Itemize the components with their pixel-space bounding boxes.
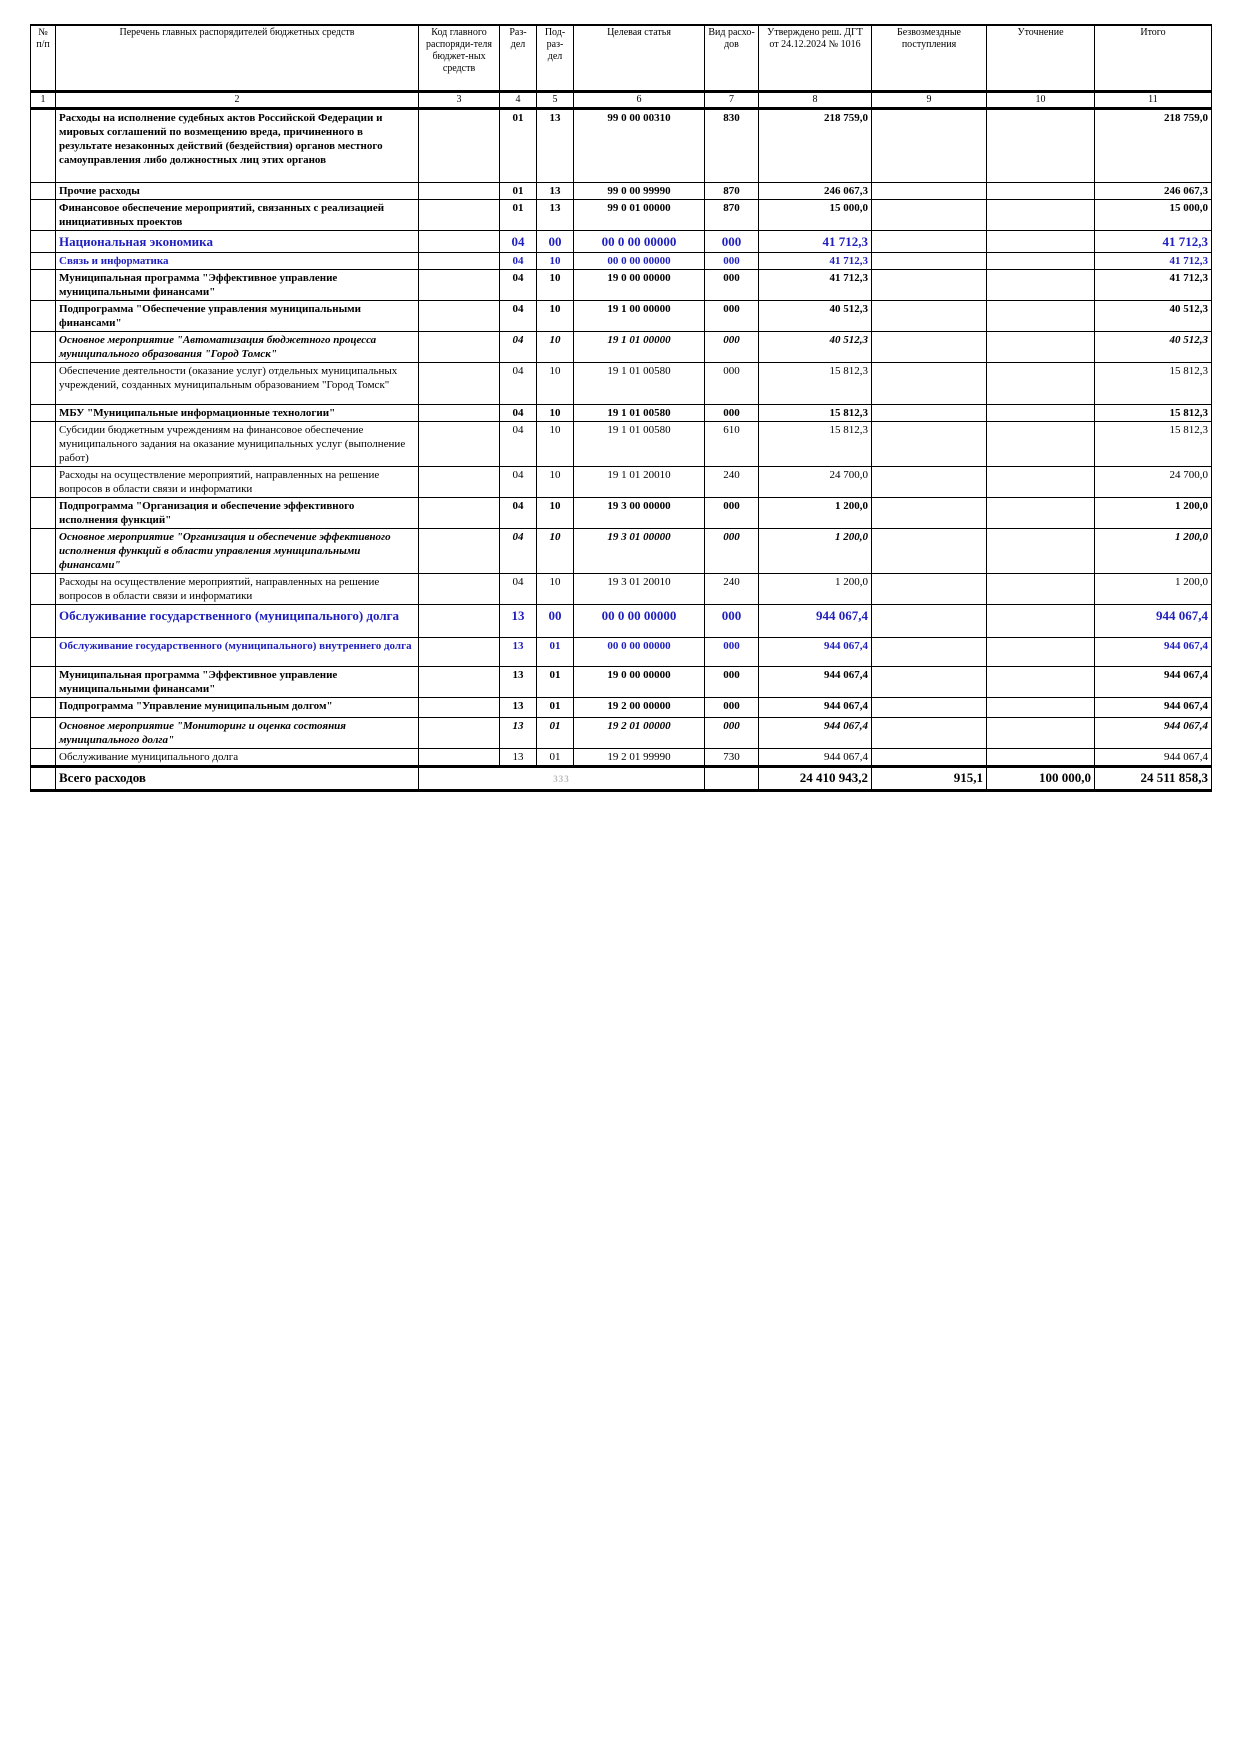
row-vid: 240 [705,574,759,605]
row-approved: 246 067,3 [759,183,872,200]
row-gratis [872,574,987,605]
row-code [419,363,500,405]
row-total: 15 812,3 [1095,422,1212,467]
row-refine [987,405,1095,422]
row-code [419,574,500,605]
row-num-cell [31,363,56,405]
total-num-cell [31,767,56,791]
row-gratis [872,405,987,422]
row-approved: 218 759,0 [759,109,872,183]
total-approved: 24 410 943,2 [759,767,872,791]
row-razdel: 13 [500,638,537,667]
col-number: 1 [31,92,56,109]
col-header-name: Перечень главных распорядителей бюджетных средств [56,25,419,92]
col-header-code: Код главного распоряди-теля бюджет-ных средств [419,25,500,92]
row-razdel: 01 [500,183,537,200]
row-gratis [872,698,987,718]
row-vid: 000 [705,405,759,422]
row-num-cell [31,422,56,467]
row-approved: 944 067,4 [759,667,872,698]
row-approved: 944 067,4 [759,698,872,718]
row-name: Основное мероприятие "Организация и обеспечение эффективного исполнения функций в области управления муниципальными финансами" [56,529,419,574]
row-razdel: 04 [500,253,537,270]
row-refine [987,270,1095,301]
row-podrazdel: 01 [537,667,574,698]
row-razdel: 04 [500,332,537,363]
row-vid: 240 [705,467,759,498]
row-stat: 00 0 00 00000 [574,605,705,638]
row-refine [987,529,1095,574]
col-number: 9 [872,92,987,109]
row-gratis [872,332,987,363]
table-row [31,363,1212,405]
col-number: 5 [537,92,574,109]
row-num-cell [31,698,56,718]
row-razdel: 01 [500,200,537,231]
row-num-cell [31,231,56,253]
row-podrazdel: 10 [537,467,574,498]
row-code [419,498,500,529]
row-name: Финансовое обеспечение мероприятий, связанных с реализацией инициативных проектов [56,200,419,231]
table-row [31,749,1212,767]
table-row [31,270,1212,301]
row-gratis [872,183,987,200]
row-podrazdel: 10 [537,529,574,574]
row-podrazdel: 10 [537,270,574,301]
row-approved: 24 700,0 [759,467,872,498]
row-code [419,718,500,749]
total-refine: 100 000,0 [987,767,1095,791]
row-stat: 19 2 00 00000 [574,698,705,718]
row-gratis [872,253,987,270]
row-num-cell [31,605,56,638]
row-code [419,270,500,301]
row-refine [987,718,1095,749]
row-code [419,698,500,718]
row-vid: 000 [705,498,759,529]
row-refine [987,467,1095,498]
table-row [31,638,1212,667]
row-stat: 19 1 01 00580 [574,405,705,422]
row-podrazdel: 13 [537,200,574,231]
row-stat: 00 0 00 00000 [574,638,705,667]
row-name: Подпрограмма "Организация и обеспечение эффективного исполнения функций" [56,498,419,529]
row-code [419,467,500,498]
col-number: 3 [419,92,500,109]
total-code-cell [419,767,705,791]
table-row [31,498,1212,529]
row-name: Обслуживание государственного (муниципального) внутреннего долга [56,638,419,667]
row-code [419,109,500,183]
col-number: 7 [705,92,759,109]
total-vid-cell [705,767,759,791]
row-num-cell [31,574,56,605]
row-name: МБУ "Муниципальные информационные технологии" [56,405,419,422]
row-name: Расходы на осуществление мероприятий, направленных на решение вопросов в области связи и информатики [56,574,419,605]
row-refine [987,200,1095,231]
row-total: 40 512,3 [1095,332,1212,363]
row-refine [987,498,1095,529]
row-refine [987,698,1095,718]
row-refine [987,638,1095,667]
row-gratis [872,718,987,749]
row-stat: 19 1 01 20010 [574,467,705,498]
row-vid: 000 [705,363,759,405]
row-gratis [872,667,987,698]
row-refine [987,301,1095,332]
budget-table [30,24,1212,792]
row-num-cell [31,718,56,749]
row-vid: 000 [705,529,759,574]
row-stat: 19 0 00 00000 [574,667,705,698]
row-approved: 15 812,3 [759,405,872,422]
row-num-cell [31,332,56,363]
col-header-gratis: Безвозмездные поступления [872,25,987,92]
row-podrazdel: 01 [537,749,574,767]
col-header-total: Итого [1095,25,1212,92]
row-name: Обслуживание государственного (муниципального) долга [56,605,419,638]
header-row [31,25,1212,92]
row-total: 246 067,3 [1095,183,1212,200]
row-refine [987,231,1095,253]
row-total: 944 067,4 [1095,698,1212,718]
row-approved: 40 512,3 [759,301,872,332]
row-total: 944 067,4 [1095,605,1212,638]
row-razdel: 01 [500,109,537,183]
row-podrazdel: 10 [537,574,574,605]
row-stat: 99 0 01 00000 [574,200,705,231]
row-approved: 41 712,3 [759,253,872,270]
row-code [419,332,500,363]
row-total: 15 812,3 [1095,405,1212,422]
total-label: Всего расходов [56,767,419,791]
row-total: 15 000,0 [1095,200,1212,231]
row-code [419,605,500,638]
col-number: 10 [987,92,1095,109]
row-code [419,200,500,231]
row-total: 41 712,3 [1095,253,1212,270]
row-vid: 000 [705,270,759,301]
row-refine [987,253,1095,270]
row-razdel: 04 [500,301,537,332]
row-num-cell [31,183,56,200]
row-name: Муниципальная программа "Эффективное управление муниципальными финансами" [56,667,419,698]
row-name: Связь и информатика [56,253,419,270]
row-stat: 19 1 01 00580 [574,422,705,467]
row-razdel: 04 [500,231,537,253]
row-vid: 000 [705,301,759,332]
total-row [31,767,1212,791]
row-razdel: 04 [500,363,537,405]
row-name: Субсидии бюджетным учреждениям на финансовое обеспечение муниципального задания на оказание муниципальных услуг (выполнение работ) [56,422,419,467]
row-approved: 944 067,4 [759,638,872,667]
col-number: 6 [574,92,705,109]
col-header-num: № п/п [31,25,56,92]
row-total: 1 200,0 [1095,498,1212,529]
col-header-podrazdel: Под-раз-дел [537,25,574,92]
row-total: 1 200,0 [1095,574,1212,605]
row-refine [987,332,1095,363]
row-gratis [872,498,987,529]
row-approved: 1 200,0 [759,574,872,605]
col-number: 11 [1095,92,1212,109]
row-vid: 870 [705,183,759,200]
row-approved: 41 712,3 [759,231,872,253]
table-row [31,422,1212,467]
col-header-vid: Вид расхо-дов [705,25,759,92]
col-header-razdel: Раз-дел [500,25,537,92]
row-code [419,405,500,422]
row-code [419,638,500,667]
row-approved: 41 712,3 [759,270,872,301]
row-approved: 944 067,4 [759,718,872,749]
col-header-stat: Целевая статья [574,25,705,92]
row-total: 1 200,0 [1095,529,1212,574]
row-razdel: 13 [500,749,537,767]
row-num-cell [31,253,56,270]
row-code [419,301,500,332]
row-code [419,231,500,253]
row-name: Основное мероприятие "Автоматизация бюджетного процесса муниципального образования "Город Томск" [56,332,419,363]
row-vid: 870 [705,200,759,231]
row-num-cell [31,638,56,667]
row-code [419,422,500,467]
row-vid: 000 [705,698,759,718]
row-razdel: 04 [500,422,537,467]
row-razdel: 13 [500,667,537,698]
row-gratis [872,200,987,231]
row-stat: 19 0 00 00000 [574,270,705,301]
row-num-cell [31,109,56,183]
row-podrazdel: 10 [537,332,574,363]
row-vid: 830 [705,109,759,183]
total-gratis: 915,1 [872,767,987,791]
row-gratis [872,109,987,183]
row-podrazdel: 10 [537,363,574,405]
row-stat: 99 0 00 99990 [574,183,705,200]
row-gratis [872,638,987,667]
row-stat: 19 2 01 00000 [574,718,705,749]
table-row [31,605,1212,638]
row-total: 40 512,3 [1095,301,1212,332]
col-number: 2 [56,92,419,109]
row-gratis [872,422,987,467]
row-vid: 000 [705,605,759,638]
row-num-cell [31,301,56,332]
row-code [419,183,500,200]
row-podrazdel: 00 [537,605,574,638]
row-name: Обслуживание муниципального долга [56,749,419,767]
row-num-cell [31,749,56,767]
table-row [31,301,1212,332]
row-stat: 99 0 00 00310 [574,109,705,183]
row-vid: 000 [705,667,759,698]
row-refine [987,574,1095,605]
row-approved: 1 200,0 [759,529,872,574]
row-approved: 944 067,4 [759,605,872,638]
row-name: Прочие расходы [56,183,419,200]
row-razdel: 04 [500,574,537,605]
row-podrazdel: 01 [537,718,574,749]
row-vid: 000 [705,332,759,363]
row-approved: 1 200,0 [759,498,872,529]
row-razdel: 04 [500,498,537,529]
row-stat: 19 1 00 00000 [574,301,705,332]
row-podrazdel: 10 [537,422,574,467]
row-stat: 00 0 00 00000 [574,231,705,253]
row-stat: 19 2 01 99990 [574,749,705,767]
row-name: Обеспечение деятельности (оказание услуг) отдельных муниципальных учреждений, созданных муниципальным образованием "Город Томск" [56,363,419,405]
row-razdel: 04 [500,529,537,574]
row-code [419,253,500,270]
row-vid: 000 [705,718,759,749]
row-total: 944 067,4 [1095,718,1212,749]
col-number: 8 [759,92,872,109]
col-number: 4 [500,92,537,109]
row-gratis [872,270,987,301]
row-total: 41 712,3 [1095,231,1212,253]
row-gratis [872,749,987,767]
row-razdel: 04 [500,467,537,498]
row-razdel: 13 [500,718,537,749]
row-num-cell [31,270,56,301]
table-row [31,667,1212,698]
column-numbers-row [31,92,1212,109]
row-code [419,529,500,574]
row-refine [987,109,1095,183]
table-row [31,109,1212,183]
table-row [31,574,1212,605]
row-gratis [872,231,987,253]
row-num-cell [31,200,56,231]
row-stat: 19 3 01 00000 [574,529,705,574]
row-approved: 15 812,3 [759,422,872,467]
table-row [31,529,1212,574]
row-gratis [872,301,987,332]
table-row [31,332,1212,363]
row-total: 15 812,3 [1095,363,1212,405]
table-row [31,253,1212,270]
row-name: Национальная экономика [56,231,419,253]
row-gratis [872,467,987,498]
table-row [31,405,1212,422]
row-total: 24 700,0 [1095,467,1212,498]
row-refine [987,363,1095,405]
row-vid: 000 [705,231,759,253]
total-total: 24 511 858,3 [1095,767,1212,791]
row-total: 944 067,4 [1095,667,1212,698]
row-total: 41 712,3 [1095,270,1212,301]
col-header-refine: Уточнение [987,25,1095,92]
row-podrazdel: 13 [537,109,574,183]
table-row [31,698,1212,718]
row-refine [987,183,1095,200]
row-stat: 19 3 01 20010 [574,574,705,605]
row-podrazdel: 10 [537,405,574,422]
row-podrazdel: 01 [537,698,574,718]
row-num-cell [31,498,56,529]
row-razdel: 13 [500,605,537,638]
row-name: Расходы на исполнение судебных актов Российской Федерации и мировых соглашений по возмещению вреда, причиненного в результате незаконных действий (бездействия) органов местного самоуправления либо должностных лиц этих органов [56,109,419,183]
row-total: 218 759,0 [1095,109,1212,183]
row-num-cell [31,467,56,498]
col-header-approved: Утверждено реш. ДГТ от 24.12.2024 № 1016 [759,25,872,92]
row-podrazdel: 01 [537,638,574,667]
row-stat: 19 1 01 00580 [574,363,705,405]
row-stat: 19 1 01 00000 [574,332,705,363]
row-podrazdel: 13 [537,183,574,200]
row-name: Подпрограмма "Управление муниципальным долгом" [56,698,419,718]
row-name: Расходы на осуществление мероприятий, направленных на решение вопросов в области связи и информатики [56,467,419,498]
row-gratis [872,605,987,638]
row-vid: 610 [705,422,759,467]
table-row [31,200,1212,231]
row-num-cell [31,529,56,574]
row-gratis [872,529,987,574]
row-total: 944 067,4 [1095,638,1212,667]
table-body [31,109,1212,767]
table-row [31,718,1212,749]
row-approved: 40 512,3 [759,332,872,363]
row-num-cell [31,667,56,698]
row-code [419,667,500,698]
row-vid: 000 [705,253,759,270]
row-vid: 730 [705,749,759,767]
row-refine [987,422,1095,467]
row-refine [987,749,1095,767]
row-podrazdel: 10 [537,301,574,332]
row-name: Подпрограмма "Обеспечение управления муниципальными финансами" [56,301,419,332]
row-gratis [872,363,987,405]
row-name: Муниципальная программа "Эффективное управление муниципальными финансами" [56,270,419,301]
row-refine [987,667,1095,698]
row-refine [987,605,1095,638]
row-num-cell [31,405,56,422]
table-row [31,467,1212,498]
row-code [419,749,500,767]
table-row [31,183,1212,200]
row-approved: 15 812,3 [759,363,872,405]
row-podrazdel: 10 [537,253,574,270]
row-vid: 000 [705,638,759,667]
row-stat: 19 3 00 00000 [574,498,705,529]
row-total: 944 067,4 [1095,749,1212,767]
row-razdel: 13 [500,698,537,718]
row-razdel: 04 [500,270,537,301]
row-approved: 15 000,0 [759,200,872,231]
row-podrazdel: 10 [537,498,574,529]
row-approved: 944 067,4 [759,749,872,767]
table-row [31,231,1212,253]
row-name: Основное мероприятие "Мониторинг и оценка состояния муниципального долга" [56,718,419,749]
total-code: 333 [553,774,570,784]
row-razdel: 04 [500,405,537,422]
row-podrazdel: 00 [537,231,574,253]
row-stat: 00 0 00 00000 [574,253,705,270]
budget-page [30,24,1211,792]
